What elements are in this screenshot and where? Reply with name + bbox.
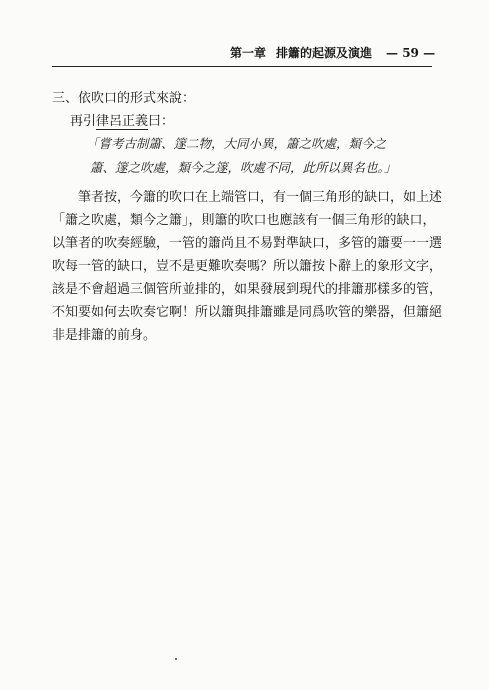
header-rule xyxy=(52,66,432,67)
citation-prefix: 再引 xyxy=(70,114,97,129)
paragraph-line: 該是不會超過三個管所並排的，如果發展到現代的排簫那樣多的管， xyxy=(52,282,443,297)
paragraph-line: 「簫之吹處，類今之簫」，則簫的吹口也應該有一個三角形的缺口， xyxy=(52,213,436,228)
chapter-title: 排簫的起源及演進 xyxy=(276,46,373,60)
citation-book-title: 律呂正義 xyxy=(96,114,149,129)
chapter-label: 第一章 xyxy=(230,46,267,60)
paragraph-line: 以筆者的吹奏經驗，一管的簫尚且不易對準缺口，多管的簫要一一選 xyxy=(52,236,443,251)
body-paragraph xyxy=(52,186,443,347)
scan-speck xyxy=(175,658,177,660)
paragraph-line: 吹每一管的缺口，豈不是更難吹奏嗎？所以簫按卜辭上的象形文字， xyxy=(52,259,443,274)
paragraph-line: 不知要如何去吹奏它啊！所以簫與排簫雖是同爲吹管的樂器，但簫絕 xyxy=(52,305,443,320)
page-number: — 59 — xyxy=(386,46,436,60)
quotation-block xyxy=(82,132,412,180)
citation-suffix: 曰： xyxy=(148,114,175,129)
running-header xyxy=(230,46,436,60)
citation-intro xyxy=(70,113,174,131)
paragraph-line: 筆者按，今簫的吹口在上端管口，有一個三角形的缺口，如上述 xyxy=(78,190,443,205)
paragraph-line: 非是排簫的前身。 xyxy=(52,328,157,343)
quote-line: 「嘗考古制簫、篴二物，大同小異，簫之吹處，類今之 xyxy=(86,136,387,151)
section-heading: 三、依吹口的形式來說： xyxy=(52,91,196,106)
quote-line: 簫、篴之吹處，類今之篴，吹處不同，此所以異名也。」 xyxy=(90,160,397,175)
